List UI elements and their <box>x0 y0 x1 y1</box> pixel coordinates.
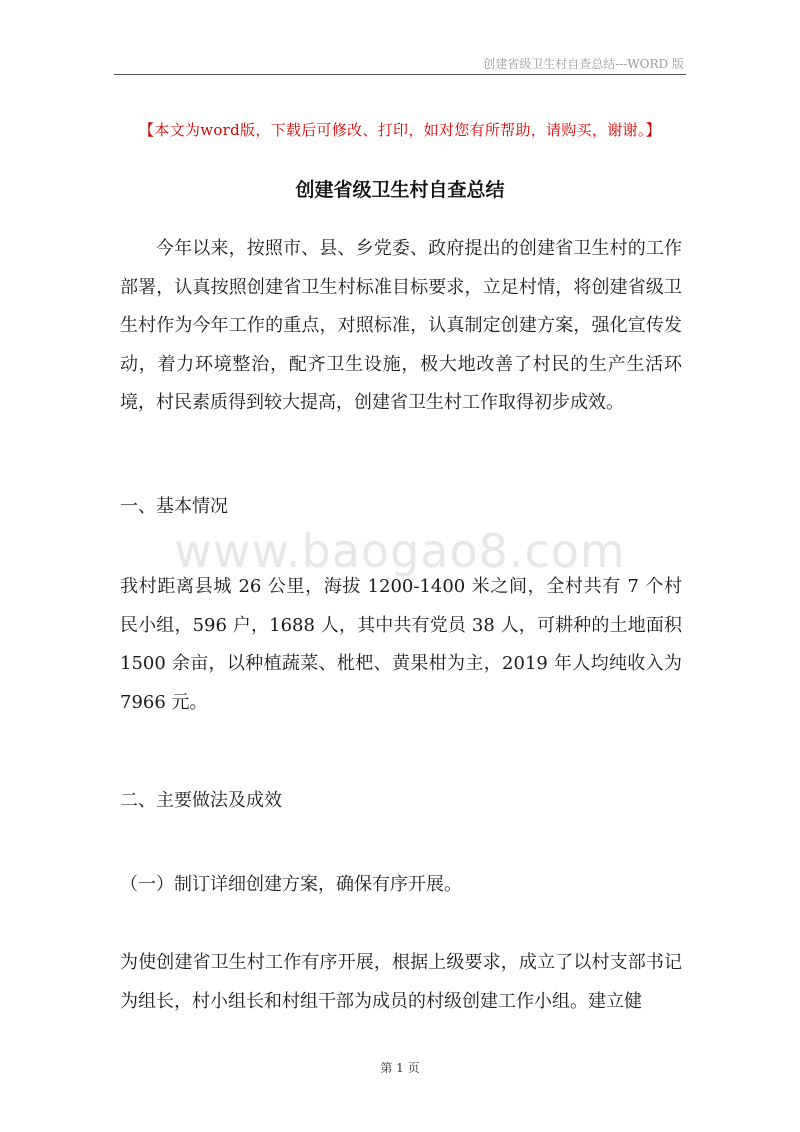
intro-paragraph: 今年以来，按照市、县、乡党委、政府提出的创建省卫生村的工作部署，认真按照创建省卫生村标准目标要求，立足村情，将创建省级卫生村作为今年工作的重点，对照标准，认真制定创建方案，强化宣传发动，着力环境整治，配齐卫生设施，极大地改善了村民的生产生活环境，村民素质得到较大提高，创建省卫生村工作取得初步成效。 <box>120 238 682 413</box>
header-divider <box>114 74 686 75</box>
section-basic-body: 我村距离县城 26 公里，海拔 1200-1400 米之间，全村共有 7 个村民小组，596 户，1688 人，其中共有党员 38 人，可耕种的土地面积 1500 余亩，以种植蔬菜、枇杷、黄果柑为主，2019 年人均纯收入为 7966 元。 <box>120 576 682 713</box>
purchase-notice: 【本文为word版，下载后可修改、打印，如对您有所帮助，请购买，谢谢。】 <box>139 121 661 139</box>
section-basic-heading: 一、基本情况 <box>120 496 228 517</box>
subsection-plan-heading: （一）制订详细创建方案，确保有序开展。 <box>120 874 462 895</box>
page-header-text: 创建省级卫生村自查总结---WORD 版 <box>483 57 684 71</box>
subsection-plan-body: 为使创建省卫生村工作有序开展，根据上级要求，成立了以村支部书记为组长，村小组长和村组干部为成员的村级创建工作小组。建立健 <box>120 952 682 1012</box>
section-main-heading: 二、主要做法及成效 <box>120 790 282 811</box>
page-number: 第 1 页 <box>380 1061 420 1075</box>
watermark: www.baogao8.com <box>174 524 626 578</box>
document-title: 创建省级卫生村自查总结 <box>295 179 505 201</box>
